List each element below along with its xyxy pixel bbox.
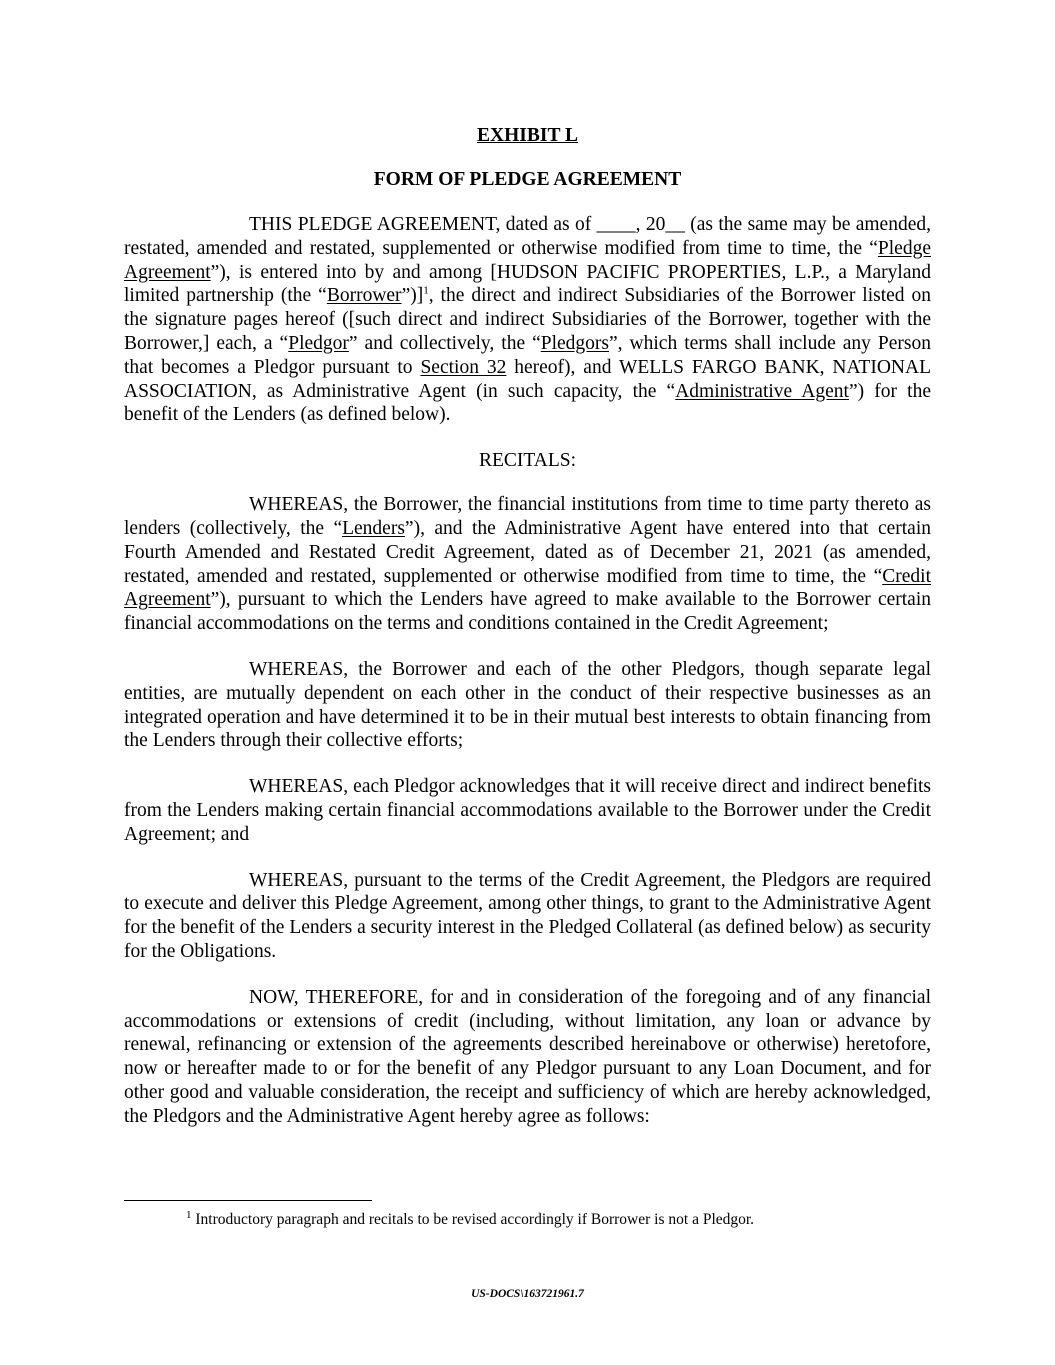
intro-paragraph <box>124 213 931 427</box>
defined-term: Borrower <box>326 285 402 307</box>
footnote-divider <box>124 1200 372 1201</box>
paragraph-text: ”) for the benefit of the Lenders (as defined below). <box>124 380 931 426</box>
paragraph-text: NOW, THEREFORE, for and in consideration of the foregoing and of any financial accommodations or extensions of credit (including, without limitation, any loan or advance by renewal, refinancing or extension of the agreements described hereinabove or otherwise) heretofore, now or hereafter made to or for the benefit of any Pledgor pursuant to any Loan Document, and for other good and valuable consideration, the receipt and sufficiency of which are hereby acknowledged, the Pledgors and the Administrative Agent hereby agree as follows: <box>124 986 931 1127</box>
paragraph-text: ”), is entered into by and among [HUDSON PACIFIC PROPERTIES, L.P., a Maryland limited partnership (the “ <box>124 261 931 307</box>
paragraph-text: ”)] <box>401 285 424 307</box>
recitals-heading: RECITALS: <box>478 450 577 472</box>
paragraph-text: hereof), and WELLS FARGO BANK, NATIONAL ASSOCIATION, as Administrative Agent (in such capacity, the “ <box>124 356 931 402</box>
recital-paragraph <box>124 775 931 846</box>
paragraph-text: WHEREAS, the Borrower, the financial institutions from time to time party thereto as lenders (collectively, the “ <box>124 494 931 539</box>
defined-term: Administrative Agent <box>675 380 849 402</box>
paragraph-text: WHEREAS, each Pledgor acknowledges that it will receive direct and indirect benefits from the Lenders making certain financial accommodations available to the Borrower under the Credit Agreement; and <box>124 776 931 845</box>
footnote-reference: 1 <box>423 284 429 297</box>
footnote-text: Introductory paragraph and recitals to be revised accordingly if Borrower is not a Pledgor. <box>191 1211 755 1228</box>
defined-term: Pledge Agreement <box>124 237 931 283</box>
footnote <box>186 1208 755 1229</box>
paragraph-text: ”), and the Administrative Agent have entered into that certain Fourth Amended and Restated Credit Agreement, dated as of December 21, 2021 (as amended, restated, amended and restated, supplemented or otherwise modified from time to time, the “ <box>124 517 931 587</box>
exhibit-title: EXHIBIT L <box>477 125 578 146</box>
defined-term: Lenders <box>342 517 405 539</box>
paragraph-text: ” and collectively, the “ <box>348 332 541 354</box>
footnote-marker: 1 <box>186 1208 192 1221</box>
document-id-footer: US-DOCS\163721961.7 <box>471 1288 584 1300</box>
defined-term: Pledgor <box>288 332 349 354</box>
defined-term: Pledgors <box>540 332 610 354</box>
paragraph-text: THIS PLEDGE AGREEMENT, dated as of ____, 20__ (as the same may be amended, restated, amended and restated, supplemented or otherwise modified from time to time, the “ <box>124 214 931 259</box>
document-subtitle: FORM OF PLEDGE AGREEMENT <box>373 169 682 190</box>
paragraph-text: ”), pursuant to which the Lenders have agreed to make available to the Borrower certain financial accommodations on the terms and conditions contained in the Credit Agreement; <box>124 589 931 635</box>
recital-paragraph <box>124 493 931 636</box>
paragraph-text: WHEREAS, the Borrower and each of the other Pledgors, though separate legal entities, are mutually dependent on each other in the conduct of their respective businesses as an integrated operation and have determined it to be in their mutual best interests to obtain financing from the Lenders through their collective efforts; <box>124 658 931 752</box>
paragraph-text: ”, which terms shall include any Person that becomes a Pledgor pursuant to <box>124 332 931 378</box>
defined-term: Section 32 <box>420 356 507 378</box>
recital-paragraph <box>124 658 931 753</box>
now-therefore-paragraph <box>124 986 931 1129</box>
recital-paragraph <box>124 869 931 964</box>
paragraph-text: WHEREAS, pursuant to the terms of the Credit Agreement, the Pledgors are required to execute and deliver this Pledge Agreement, among other things, to grant to the Administrative Agent for the benefit of the Lenders a security interest in the Pledged Collateral (as defined below) as security for the Obligations. <box>124 869 931 962</box>
defined-term: Credit Agreement <box>124 565 931 611</box>
document-page <box>124 124 931 1151</box>
paragraph-text: , the direct and indirect Subsidiaries of the Borrower listed on the signature pages hereof ([such direct and indirect Subsidiaries of the Borrower, together with the Borrower,] each, a “ <box>124 285 931 354</box>
